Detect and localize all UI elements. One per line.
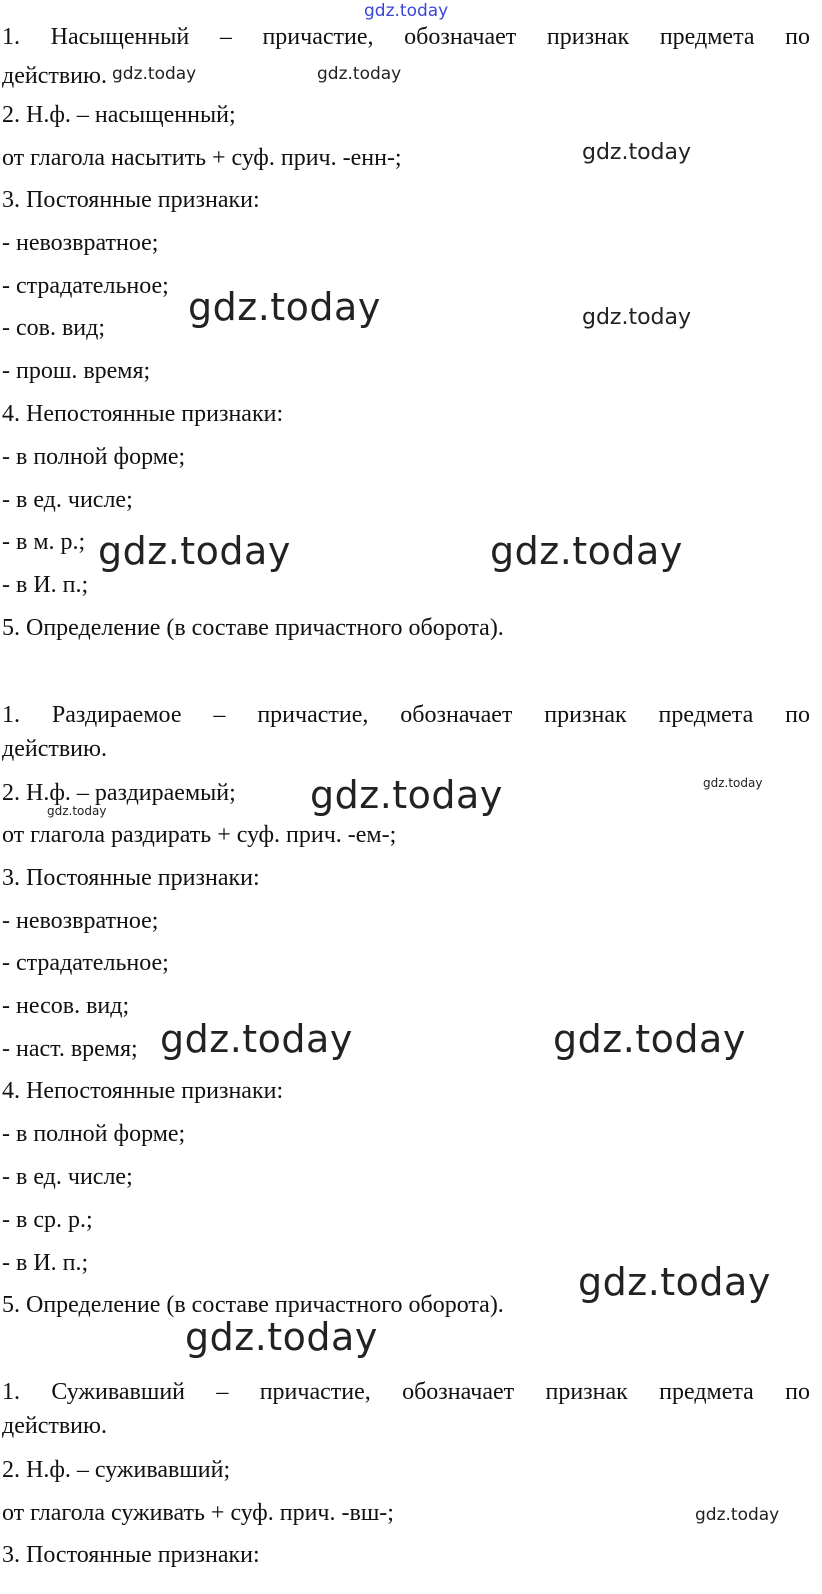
text-line: - наст. время; [2,1036,138,1062]
text-line: 1. Раздираемое – причастие, обозначает признак предмета по [2,702,810,728]
watermark: gdz.today [47,804,107,818]
text-line: 5. Определение (в составе причастного оборота). [2,615,504,641]
text-line: - в ед. числе; [2,1164,133,1190]
text-line: - в И. п.; [2,572,89,598]
watermark: gdz.today [578,1260,771,1304]
text-line: 1. Насыщенный – причастие, обозначает признак предмета по [2,24,810,50]
watermark-top: gdz.today [364,1,449,21]
text-line: - несов. вид; [2,993,130,1019]
text-line: действию. [2,63,107,89]
text-line: - в ср. р.; [2,1207,93,1233]
text-line: от глагола суживать + суф. прич. -вш-; [2,1500,394,1526]
text-line: 3. Постоянные признаки: [2,187,260,213]
text-line: 1. Суживавший – причастие, обозначает признак предмета по [2,1379,810,1405]
watermark: gdz.today [112,64,197,84]
text-line: - в ед. числе; [2,487,133,513]
text-line: - страдательное; [2,273,169,299]
text-line: действию. [2,1413,107,1439]
text-line: 2. Н.ф. – насыщенный; [2,102,236,128]
text-line: 4. Непостоянные признаки: [2,401,284,427]
watermark: gdz.today [695,1505,780,1525]
text-line: 3. Постоянные признаки: [2,1542,260,1568]
text-line: - сов. вид; [2,315,106,341]
text-line: - в полной форме; [2,1121,186,1147]
text-line: 4. Непостоянные признаки: [2,1078,284,1104]
text-line: 2. Н.ф. – раздираемый; [2,780,236,806]
text-line: - невозвратное; [2,908,159,934]
watermark: gdz.today [582,140,692,165]
text-line: 5. Определение (в составе причастного оборота). [2,1292,504,1318]
watermark: gdz.today [98,529,291,573]
text-line: - невозвратное; [2,230,159,256]
watermark: gdz.today [188,285,381,329]
watermark: gdz.today [582,305,692,330]
watermark: gdz.today [160,1017,353,1061]
text-line: - страдательное; [2,950,169,976]
watermark: gdz.today [553,1017,746,1061]
watermark: gdz.today [310,773,503,817]
text-line: - в полной форме; [2,444,186,470]
watermark: gdz.today [703,776,763,790]
text-line: от глагола раздирать + суф. прич. -ем-; [2,822,397,848]
text-line: - прош. время; [2,358,151,384]
text-line: от глагола насытить + суф. прич. -енн-; [2,145,402,171]
text-line: действию. [2,736,107,762]
watermark: gdz.today [185,1315,378,1359]
text-line: 3. Постоянные признаки: [2,865,260,891]
watermark: gdz.today [317,64,402,84]
text-line: - в м. р.; [2,529,86,555]
watermark: gdz.today [490,529,683,573]
text-line: - в И. п.; [2,1250,89,1276]
text-line: 2. Н.ф. – суживавший; [2,1457,231,1483]
